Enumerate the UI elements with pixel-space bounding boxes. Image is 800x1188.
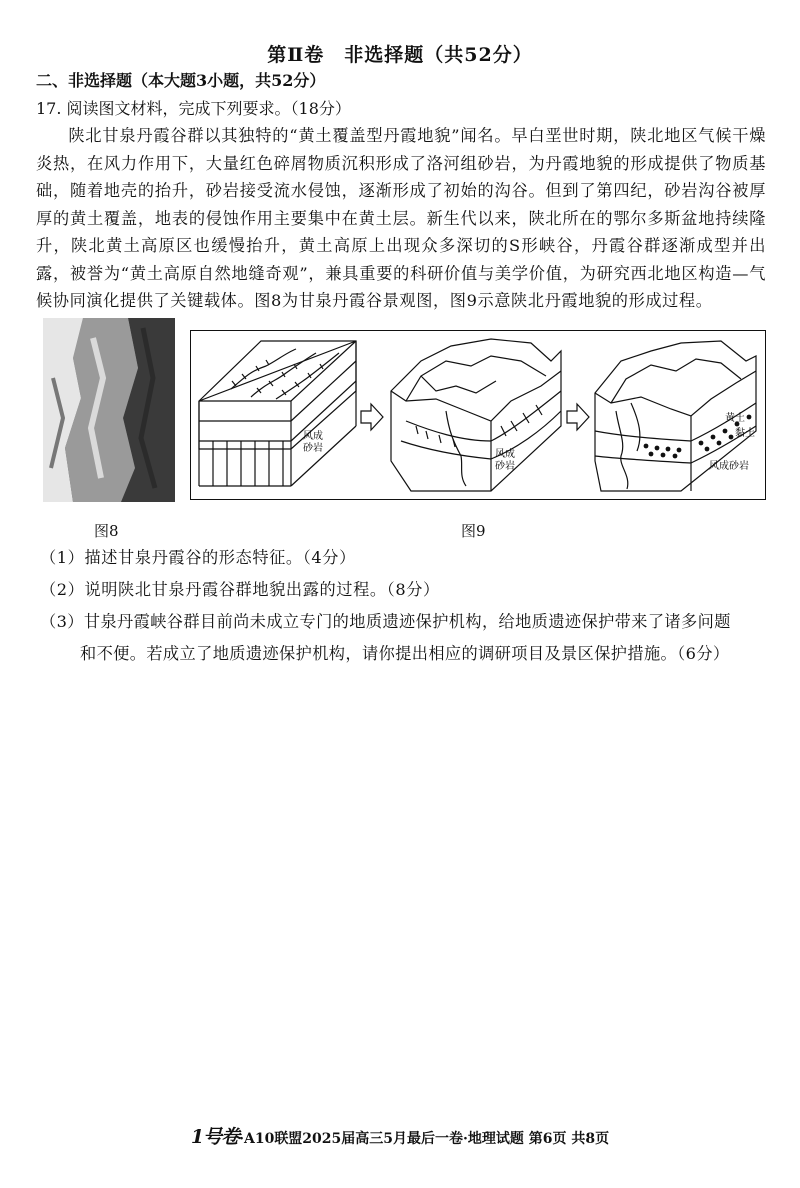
question-17-heading: 17. 阅读图文材料，完成下列要求。（18分） — [36, 99, 351, 118]
figure-8-photo — [43, 318, 175, 502]
page-footer — [0, 1122, 800, 1149]
subquestion-3-line2: 和不便。若成立了地质遗迹保护机构，请你提出相应的调研项目及景区保护措施。（6分） — [80, 644, 730, 663]
footer-text: ·A10联盟2025届高三5月最后一卷·地理试题 第6页 共8页 — [239, 1131, 610, 1147]
figure-9-caption: 图9 — [461, 522, 486, 540]
label-clay: 黏土 — [735, 428, 755, 439]
arrow-right-1 — [361, 404, 383, 430]
label-sandstone-1b: 砂岩 — [303, 443, 323, 454]
subquestion-2: （2）说明陕北甘泉丹霞谷群地貌出露的过程。（8分） — [40, 580, 440, 599]
question-17-material: 陕北甘泉丹霞谷群以其独特的“黄土覆盖型丹霞地貌”闻名。早白垩世时期，陕北地区气候干燥炎热，在风力作用下，大量红色碎屑物质沉积形成了洛河组砂岩，为丹霞地貌的形成提供了物质基础，随着地壳的抬升，砂岩接受流水侵蚀，逐渐形成了初始的沟谷。但到了第四纪，砂岩沟谷被厚厚的黄土覆盖，地表的侵蚀作用主要集中在黄土层。新生代以来，陕北所在的鄂尔多斯盆地持续隆升，陕北黄土高原区也缓慢抬升，黄土高原上出现众多深切的S形峡谷，丹霞谷群逐渐成型并出露，被誉为“黄土高原自然地缝奇观”，兼具重要的科研价值与美学价值，为研究西北地区构造—气候协同演化提供了关键载体。图8为甘泉丹霞谷景观图，图9示意陕北丹霞地貌的形成过程。 — [36, 126, 766, 310]
section-heading: 二、非选择题（本大题3小题，共52分） — [36, 71, 326, 90]
label-sandstone-3: 风成砂岩 — [709, 461, 749, 472]
block-stage-1 — [199, 341, 356, 486]
block-stage-2 — [391, 339, 561, 491]
subquestion-3-line1: （3）甘泉丹霞峡谷群目前尚未成立专门的地质遗迹保护机构，给地质遗迹保护带来了诸多问题 — [40, 612, 731, 631]
label-sandstone-2a: 风成 — [495, 449, 515, 460]
subquestion-3 — [40, 606, 775, 670]
subquestion-1: （1）描述甘泉丹霞谷的形态特征。（4分） — [40, 548, 356, 567]
footer-logo: 1号卷 — [190, 1126, 240, 1148]
figure-8-caption: 图8 — [94, 522, 119, 540]
label-sandstone-2b: 砂岩 — [495, 461, 515, 472]
figure-9-diagram — [190, 330, 766, 500]
label-loess: 黄土 — [725, 413, 745, 424]
label-sandstone-1a: 风成 — [303, 431, 323, 442]
part-title: 第Ⅱ卷 非选择题（共52分） — [267, 44, 533, 66]
arrow-right-2 — [567, 404, 589, 430]
